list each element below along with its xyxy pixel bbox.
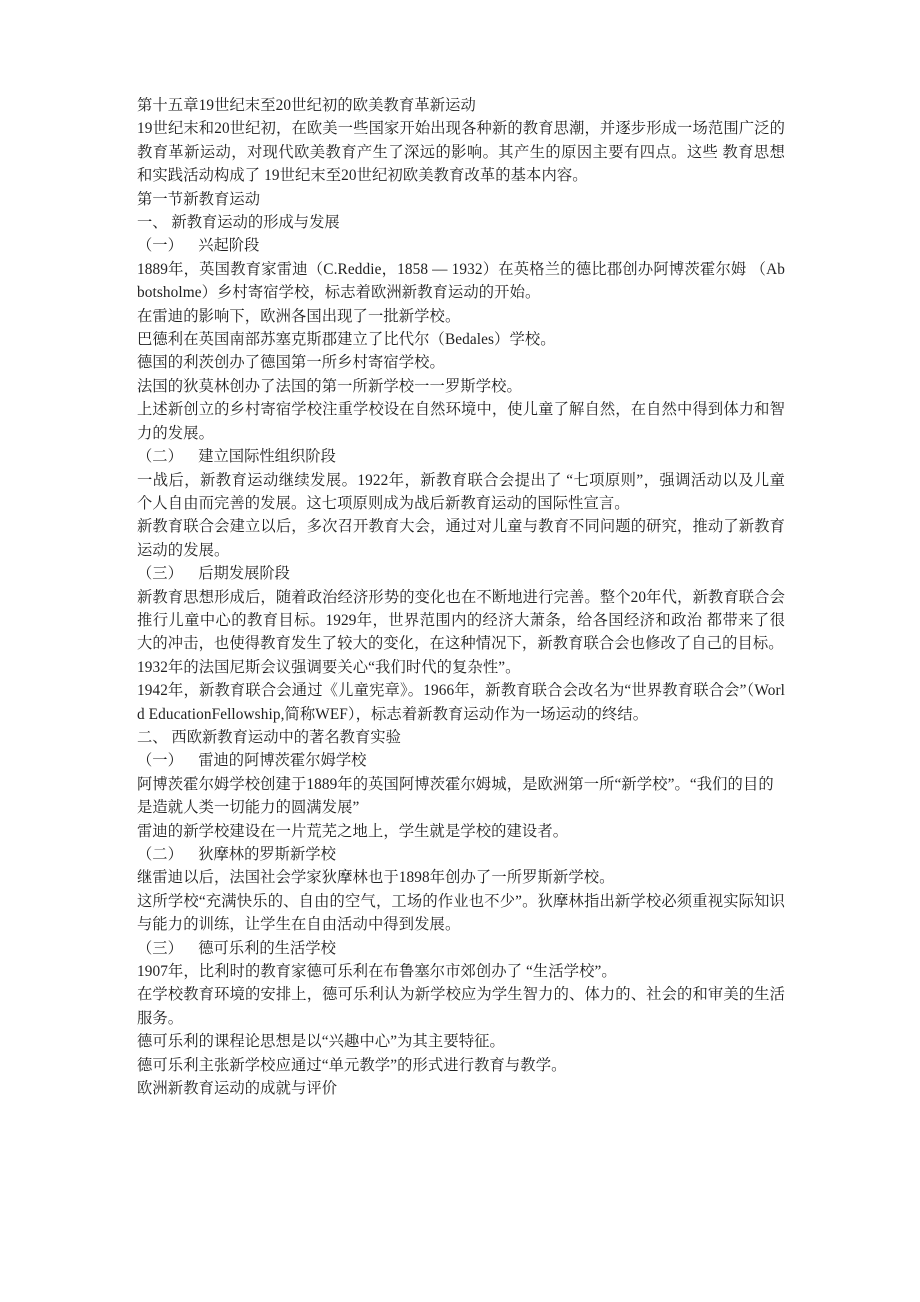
paragraph-reddie-1889: 1889年，英国教育家雷迪（C.Reddie，1858 — 1932）在英格兰的德比郡创办阿博茨霍尔姆 （Abbotsholme）乡村寄宿学校，标志着欧洲新教育运动的开始。	[137, 260, 785, 302]
document-body	[137, 94, 785, 1100]
paragraph-lietz-germany: 德国的利茨创办了德国第一所乡村寄宿学校。	[137, 354, 445, 372]
paragraph-reddie-wasteland: 雷迪的新学校建设在一片荒芜之地上，学生就是学校的建设者。	[137, 822, 569, 840]
paragraph-fellowship-conferences: 新教育联合会建立以后，多次召开教育大会，通过对儿童与教育不同问题的研究，推动了新教育运动的发展。	[137, 518, 785, 559]
paragraph-demolins-roches: 法国的狄莫林创办了法国的第一所新学校一一罗斯学校。	[137, 377, 522, 395]
paragraph-children-charter-1942: 1942年，新教育联合会通过《儿童宪章》。1966年，新教育联合会改名为“世界教育联合会”（World EducationFellowship,简称WEF），标志着新教育运动作为一场运动的终结。	[137, 682, 785, 723]
paragraph-demolins-1898: 继雷迪以后，法国社会学家狄摩林也于1898年创办了一所罗斯新学校。	[137, 869, 615, 887]
chapter-title: 第十五章19世纪末至20世纪初的欧美教育革新运动	[137, 97, 476, 114]
heading-one-sub-3: （三） 后期发展阶段	[137, 565, 290, 583]
paragraph-decroly-1907: 1907年，比利时的教育家德可乐利在布鲁塞尔市郊创办了 “生活学校”。	[137, 963, 617, 981]
section-1-title: 第一节新教育运动	[137, 190, 261, 208]
heading-two-sub-2: （二） 狄摩林的罗斯新学校	[137, 846, 336, 863]
heading-two-sub-3: （三） 德可乐利的生活学校	[137, 939, 336, 957]
intro-paragraph: 19世纪末和20世纪初，在欧美一些国家开始出现各种新的教育思潮，并逐步形成一场范围广泛的教育革新运动，对现代欧美教育产生了深远的影响。其产生的原因主要有四点。这些 教育思想和实践活动构成了 19世纪末至20世纪初欧美教育改革的基本内容。	[137, 120, 785, 185]
heading-one-sub-1: （一） 兴起阶段	[137, 237, 260, 255]
paragraph-decroly-environment: 在学校教育环境的安排上，德可乐利认为新学校应为学生智力的、体力的、社会的和审美的生活服务。	[137, 986, 785, 1027]
paragraph-roches-description: 这所学校“充满快乐的、自由的空气，工场的作业也不少”。狄摩林指出新学校必须重视实际知识与能力的训练，让学生在自由活动中得到发展。	[137, 892, 785, 934]
paragraph-nice-conference-1932: 1932年的法国尼斯会议强调要关心“我们时代的复杂性”。	[137, 658, 521, 676]
paragraph-reddie-influence: 在雷迪的影响下，欧洲各国出现了一批新学校。	[137, 307, 461, 325]
heading-two: 二、 西欧新教育运动中的著名教育实验	[137, 728, 401, 746]
heading-one: 一、 新教育运动的形成与发展	[137, 214, 340, 232]
paragraph-after-world-war: 一战后，新教育运动继续发展。1922年，新教育联合会提出了 “七项原则”，强调活动以及儿童个人自由而完善的发展。这七项原则成为战后新教育运动的国际性宣言。	[137, 471, 785, 512]
paragraph-badley-bedales: 巴德利在英国南部苏塞克斯郡建立了比代尔（Bedales）学校。	[137, 331, 556, 349]
paragraph-decroly-interest-center: 德可乐利的课程论思想是以“兴趣中心”为其主要特征。	[137, 1033, 505, 1051]
paragraph-decroly-unit-teaching: 德可乐利主张新学校应通过“单元教学”的形式进行教育与教学。	[137, 1056, 567, 1074]
heading-two-sub-1: （一） 雷迪的阿博茨霍尔姆学校	[137, 752, 367, 770]
heading-one-sub-2: （二） 建立国际性组织阶段	[137, 448, 336, 466]
paragraph-achievements-evaluation: 欧洲新教育运动的成就与评价	[137, 1080, 338, 1098]
paragraph-later-development-stage: 新教育思想形成后，随着政治经济形势的变化也在不断地进行完善。整个20年代，新教育联合会推行儿童中心的教育目标。1929年，世界范围内的经济大萧条，给各国经济和政治 都带来了很大的冲击，也使得教育发生了较大的变化，在这种情况下，新教育联合会也修改了自己的目标。	[137, 588, 785, 653]
paragraph-abbotsholme-school: 阿博茨霍尔姆学校创建于1889年的英国阿博茨霍尔姆城，是欧洲第一所“新学校”。“我们的目的是造就人类一切能力的圆满发展”	[137, 775, 774, 817]
paragraph-rural-boarding-schools: 上述新创立的乡村寄宿学校注重学校设在自然环境中，使儿童了解自然，在自然中得到体力和智力的发展。	[137, 401, 785, 442]
